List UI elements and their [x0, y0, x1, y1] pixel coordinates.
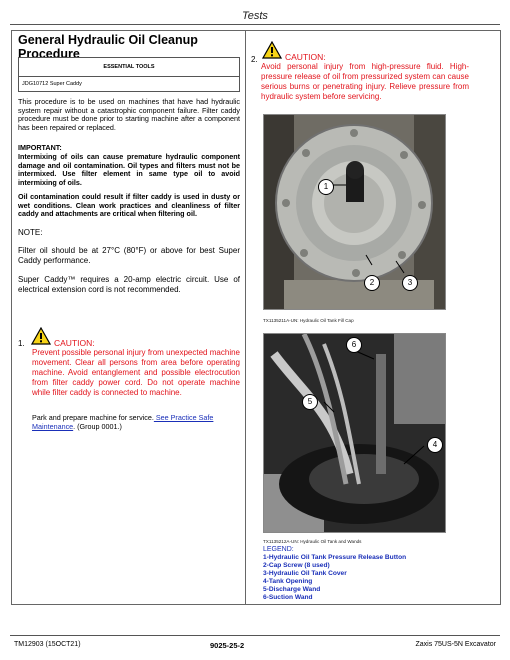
callout-4: 4	[427, 437, 443, 453]
header-rule	[10, 24, 500, 25]
legend-item: 2-Cap Screw (8 used)	[263, 562, 330, 569]
step-1-caution-label: CAUTION:	[54, 338, 95, 348]
step-1-instruction-tail: . (Group 0001.)	[73, 421, 122, 431]
step-1-instruction-text: Park and prepare machine for service.	[32, 413, 154, 422]
important-text-2: Oil contamination could result if filter caddy is used in dusty or wet conditions. Clean work practices and cleanliness of filter caddy and attachments are critical when filtering oil.	[18, 192, 240, 219]
footer-doc-number: TM12903 (15OCT21)	[14, 641, 81, 648]
important-text-1: Intermixing of oils can cause premature hydraulic component damage and oil contamination. Oil types and filters must not be intermixed. Use filter element in same type oil to avoid intermixing of oils.	[18, 152, 240, 187]
figure-1-caption: TX1135211A-UN: Hydraulic Oil Tank Fill Cap	[263, 318, 354, 323]
note-label: NOTE:	[18, 228, 43, 237]
procedure-title: General Hydraulic Oil Cleanup Procedure	[18, 33, 198, 61]
footer-page-number: 9025-25-2	[210, 641, 245, 650]
footer-model: Zaxis 75US-5N Excavator	[415, 641, 496, 648]
legend-item: 3-Hydraulic Oil Tank Cover	[263, 570, 347, 577]
safe-maintenance-link[interactable]: See Practice Safe Maintenance	[32, 413, 214, 431]
hydraulic-tank-fill-cap-photo	[263, 114, 446, 310]
tools-table-heading: ESSENTIAL TOOLS	[19, 58, 240, 77]
step-1-instruction	[32, 414, 240, 431]
callout-2: 2	[364, 275, 380, 291]
footer-rule	[10, 635, 500, 636]
callout-5: 5	[302, 394, 318, 410]
hydraulic-tank-wands-photo	[263, 333, 446, 533]
callout-6: 6	[346, 337, 362, 353]
step-2-caution-text: Avoid personal injury from high-pressure fluid. High-pressure release of oil from pressurized system can cause serious burns or penetrating injury. Relieve pressure from hydraulic system before servicing.	[261, 62, 469, 101]
legend-item: 1-Hydraulic Oil Tank Pressure Release Button	[263, 554, 407, 561]
tools-table-row: JDG10712 Super Caddy	[19, 77, 240, 92]
essential-tools-table	[18, 57, 240, 92]
legend-item: 6-Suction Wand	[263, 594, 313, 601]
section-header: Tests	[242, 10, 268, 22]
callout-3: 3	[402, 275, 418, 291]
warning-triangle-icon	[262, 41, 282, 59]
callout-1: 1	[318, 179, 334, 195]
intro-paragraph: This procedure is to be used on machines that have had hydraulic system repair without a catastrophic component failure. Filter caddy procedure must be done prior to starting machine after a component has been repaired or replaced.	[18, 97, 240, 132]
note-text-2: Super Caddy™ requires a 20-amp electric circuit. Use of electrical extension cord is not recommended.	[18, 275, 240, 294]
step-1-caution-text: Prevent possible personal injury from unexpected machine movement. Clear all persons from area before operating machine. Avoid entanglement and possible electrocution from filter caddy power cord. Do not operate machine while filter caddy is connected to machine.	[32, 348, 240, 397]
step-1-number: 1.	[18, 339, 25, 348]
legend-heading: LEGEND:	[263, 546, 294, 553]
step-2-number: 2.	[251, 55, 258, 64]
note-text-1: Filter oil should be at 27°C (80°F) or above for best Super Caddy performance.	[18, 246, 240, 265]
warning-triangle-icon	[31, 327, 51, 345]
important-label: IMPORTANT:	[18, 143, 62, 152]
column-divider	[245, 30, 246, 605]
figure-2-caption: TX1135212A-UN: Hydraulic Oil Tank and Wands	[263, 539, 362, 544]
step-2-caution-label: CAUTION:	[285, 52, 326, 62]
legend-item: 5-Discharge Wand	[263, 586, 321, 593]
legend-item: 4-Tank Opening	[263, 578, 313, 585]
legend	[263, 546, 406, 602]
